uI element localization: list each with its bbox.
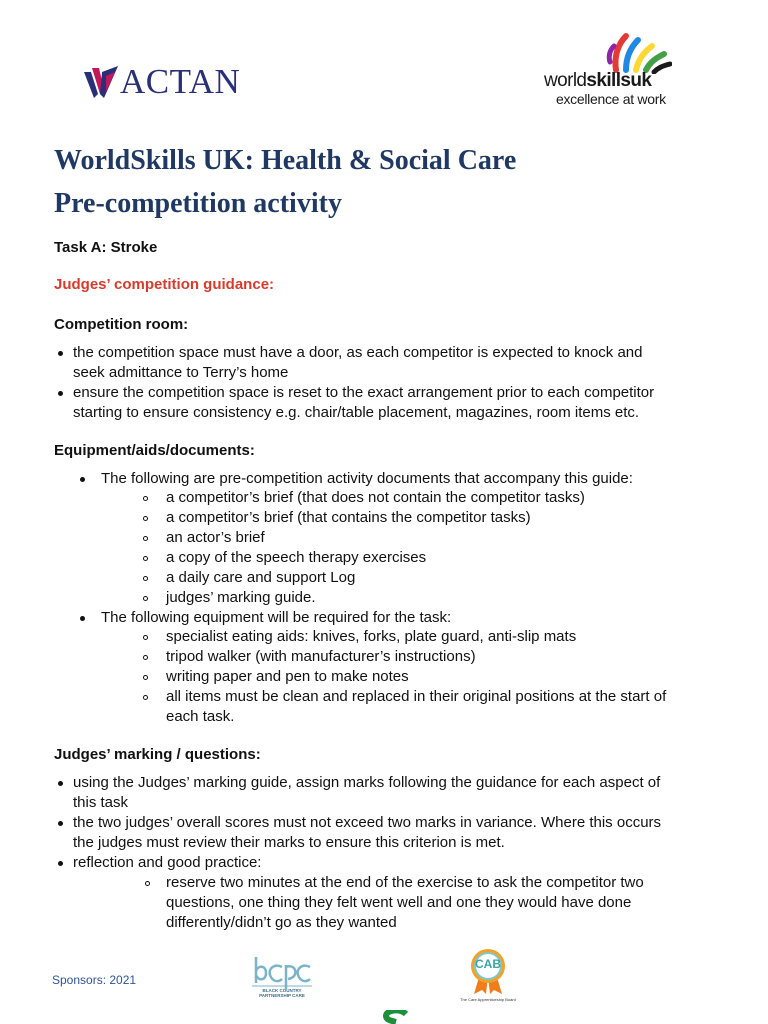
- green-s-icon: [380, 1010, 410, 1024]
- room-item-1-line-2: seek admittance to Terry’s home: [73, 364, 289, 381]
- equipment-item: writing paper and pen to make notes: [166, 668, 409, 685]
- reflection-line-2: questions, one thing they felt went well and one they would have done: [166, 894, 632, 911]
- sub-bullet-icon: [143, 635, 148, 640]
- bullet-icon: [58, 781, 63, 786]
- room-item-1-line-1: the competition space must have a door, as each competitor is expected to knock and: [73, 344, 643, 361]
- actan-wordmark: ACTAN: [120, 62, 241, 101]
- sub-bullet-icon: [143, 576, 148, 581]
- document-item: a competitor’s brief (that contains the competitor tasks): [166, 509, 531, 526]
- document-item: an actor’s brief: [166, 529, 265, 546]
- worldskills-swirl-icon: [602, 32, 672, 74]
- task-label: Task A: Stroke: [54, 239, 158, 256]
- room-item-2-line-1: ensure the competition space is reset to the exact arrangement prior to each competitor: [73, 384, 655, 401]
- documents-intro: The following are pre-competition activity documents that accompany this guide:: [101, 470, 633, 487]
- actan-mark-icon: [82, 64, 120, 104]
- sub-bullet-icon: [143, 536, 148, 541]
- marking-item-2-line-2: the judges must review their marks to ensure this criterion is met.: [73, 834, 505, 851]
- sub-bullet-icon: [143, 655, 148, 660]
- cab-letters: CAB: [475, 957, 501, 971]
- sub-bullet-icon: [143, 496, 148, 501]
- page-title-line-1: WorldSkills UK: Health & Social Care: [54, 145, 517, 176]
- sub-bullet-icon: [145, 881, 150, 886]
- sponsor-logo-partial: [380, 1010, 410, 1024]
- actan-logo: [82, 62, 241, 102]
- reflection-line-3: differently/didn’t go as they wanted: [166, 914, 397, 931]
- sponsors-label: Sponsors: 2021: [52, 973, 137, 987]
- bcpc-caption: BLACK COUNTRY PARTNERSHIP CARE: [259, 988, 305, 998]
- bullet-icon: [58, 351, 63, 356]
- marking-item-1-line-1: using the Judges’ marking guide, assign marks following the guidance for each aspect of: [73, 774, 661, 791]
- sub-bullet-icon: [143, 675, 148, 680]
- equipment-item-line-1: all items must be clean and replaced in their original positions at the start of: [166, 688, 667, 705]
- bullet-icon: [80, 477, 85, 482]
- bcpc-sponsor-logo: [250, 953, 314, 1003]
- document-item: judges’ marking guide.: [166, 589, 316, 606]
- marking-heading: Judges’ marking / questions:: [54, 746, 261, 763]
- cab-rosette-icon: [456, 946, 520, 996]
- equipment-heading: Equipment/aids/documents:: [54, 442, 255, 459]
- sub-bullet-icon: [143, 516, 148, 521]
- equipment-item: specialist eating aids: knives, forks, plate guard, anti-slip mats: [166, 628, 577, 645]
- equipment-item: tripod walker (with manufacturer’s instructions): [166, 648, 476, 665]
- sub-bullet-icon: [143, 556, 148, 561]
- page-title-line-2: Pre-competition activity: [54, 188, 342, 219]
- document-item: a competitor’s brief (that does not contain the competitor tasks): [166, 489, 585, 506]
- worldskills-tagline: excellence at work: [556, 91, 666, 107]
- bullet-icon: [58, 391, 63, 396]
- equipment-intro: The following equipment will be required for the task:: [101, 609, 452, 626]
- competition-room-heading: Competition room:: [54, 316, 189, 333]
- sub-bullet-icon: [143, 596, 148, 601]
- marking-item-1-line-2: this task: [73, 794, 129, 811]
- guidance-heading: Judges’ competition guidance:: [54, 276, 275, 293]
- room-item-2-line-2: starting to ensure consistency e.g. chair/table placement, magazines, room items etc.: [73, 404, 640, 421]
- cab-sponsor-logo: [456, 946, 520, 1006]
- marking-item-3: reflection and good practice:: [73, 854, 262, 871]
- bullet-icon: [58, 821, 63, 826]
- marking-item-2-line-1: the two judges’ overall scores must not exceed two marks in variance. Where this occurs: [73, 814, 662, 831]
- bullet-icon: [80, 616, 85, 621]
- equipment-item-line-2: each task.: [166, 708, 235, 725]
- worldskills-uk-logo: [540, 32, 680, 112]
- document-item: a daily care and support Log: [166, 569, 356, 586]
- cab-caption: The Care Apprenticeship Board: [460, 997, 516, 1002]
- bullet-icon: [58, 861, 63, 866]
- reflection-line-1: reserve two minutes at the end of the exercise to ask the competitor two: [166, 874, 644, 891]
- sub-bullet-icon: [143, 695, 148, 700]
- document-item: a copy of the speech therapy exercises: [166, 549, 427, 566]
- worldskills-wordmark: worldskillsuk: [544, 70, 652, 91]
